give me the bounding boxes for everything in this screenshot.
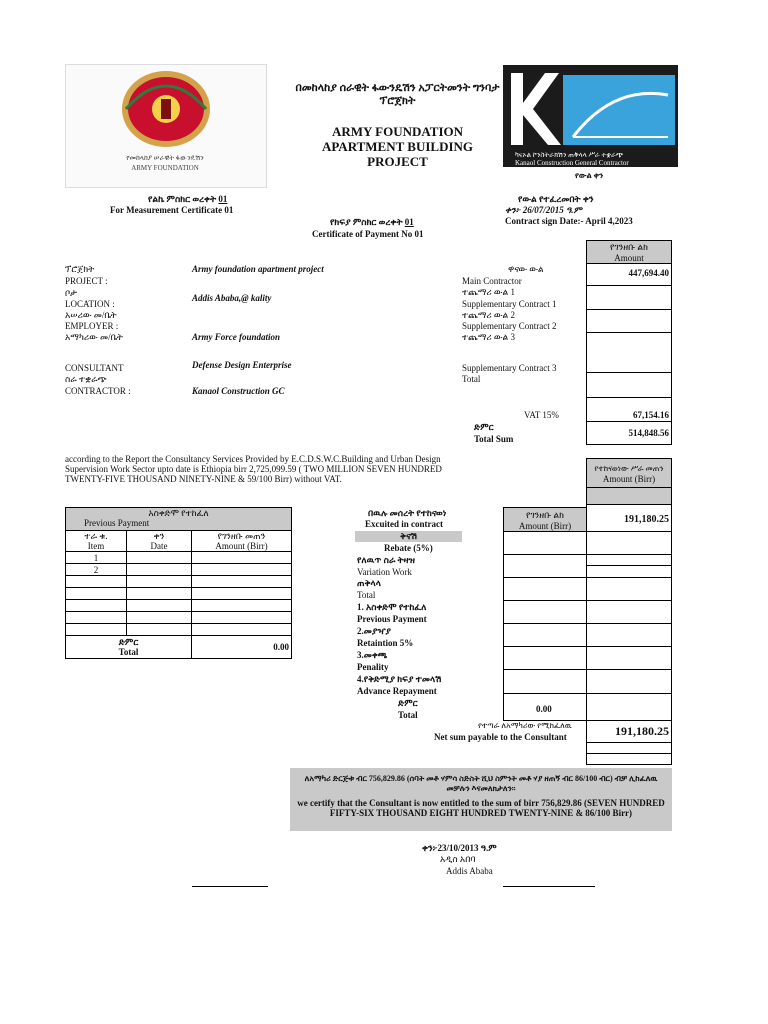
mid-cell (503, 669, 587, 694)
main-label: Main Contractor (462, 276, 522, 286)
right-logo-sub: የውል ቀን (575, 171, 604, 180)
total-sum-label: Total Sum (474, 434, 514, 444)
prev-total-label: Total (118, 647, 139, 657)
mid-amount-label: Amount (Birr) (518, 521, 572, 531)
amount-header: Amount (614, 253, 644, 263)
contract-date-amharic: የውል የተፈረመበት ቀን (518, 194, 594, 204)
row-date (127, 588, 192, 600)
net-value-cell (586, 720, 672, 743)
amount-header-am: የገንዘቡ ልክ (610, 242, 648, 252)
mid-cell (503, 531, 587, 555)
row-date (127, 552, 192, 564)
table-row (66, 624, 292, 636)
certify-english: we certify that the Consultant is now entitled to the sum of birr 756,829.86 (SEVEN HUNDRED FIFTY-SIX THOUSAND EIGHT HUNDRED TWENTY-NINE & 86/100 Birr) (297, 798, 665, 818)
row-item (66, 600, 127, 612)
right-cell (586, 577, 672, 601)
prev: Previous Payment (357, 614, 427, 624)
mid-cell (503, 623, 587, 647)
right-logo-caption: Kanaol Construction General Contractor (515, 159, 629, 167)
col-amount-am: የገንዘቡ መጠን (217, 531, 266, 541)
net: Net sum payable to the Consultant (434, 732, 567, 742)
consultant-label: CONSULTANT (65, 363, 124, 373)
signature-line-right (503, 886, 595, 887)
row-amount (192, 624, 292, 636)
row-amount (192, 552, 292, 564)
col-date-am: ቀን (153, 531, 165, 541)
left-logo-caption-amharic: የመከላከያ ሠራዊት ፋውንዴሽን (126, 154, 204, 162)
signature-line-left (192, 886, 268, 887)
row-date (127, 624, 192, 636)
total-sum-cell (586, 421, 672, 445)
table-row (66, 588, 292, 600)
row-date (127, 576, 192, 588)
row-item (66, 576, 127, 588)
row-amount (192, 576, 292, 588)
work-amount-am: የተከናወነው ሥራ መጠን (594, 464, 664, 473)
main-value: 447,694.40 (628, 268, 669, 278)
contract-date-en: Contract sign Date:- April 4,2023 (505, 216, 633, 226)
vat-label: VAT 15% (524, 410, 559, 420)
supp2-am: ተጨማሪ ውል 2 (462, 310, 516, 320)
project-value: Army foundation apartment project (192, 264, 324, 274)
title-line-2: APARTMENT BUILDING (321, 139, 474, 154)
total: Total (357, 590, 376, 600)
contracts-total-label: Total (462, 374, 481, 384)
previous-payment-header-label: Previous Payment (84, 518, 150, 528)
sum: Total (398, 710, 418, 720)
col-item-header (66, 531, 127, 552)
left-logo-caption: ARMY FOUNDATION (131, 164, 199, 172)
row-date (127, 600, 192, 612)
row-item: 2 (66, 564, 127, 576)
amount-header-cell (586, 240, 672, 264)
row-item (66, 612, 127, 624)
project-am: ፕሮጀክት (65, 264, 95, 274)
employer-label: EMPLOYER : (65, 321, 119, 331)
payment-en: Certificate of Payment No 01 (312, 229, 424, 239)
title-line-3: PROJECT (367, 154, 428, 169)
previous-payment-header-am: አስቀድሞ የተከፈለ (148, 508, 209, 518)
adv: Advance Repayment (357, 686, 437, 696)
location-value: Addis Ababa,@ kality (192, 293, 272, 303)
sum-value: 0.00 (536, 704, 552, 714)
row-item (66, 624, 127, 636)
net-am: የተጣራ ለአማካሪው የሚከፈለዉ (478, 721, 572, 730)
total-sum-am: ድምር (474, 422, 494, 432)
row-date (127, 564, 192, 576)
prev-am: 1. አስቀድሞ የተከፈለ (357, 602, 427, 612)
certify-box (290, 768, 672, 831)
supp2-value-cell (586, 309, 672, 333)
rebate: Rebate (5%) (384, 543, 433, 553)
contractor-label: CONTRACTOR : (65, 386, 131, 396)
amount-value: 191,180.25 (624, 514, 669, 525)
row-item: 1 (66, 552, 127, 564)
variation: Variation Work (357, 567, 412, 577)
col-date: Date (150, 541, 168, 551)
row-amount (192, 600, 292, 612)
total-am: ጠቅላላ (357, 578, 381, 588)
right-logo-caption-amharic: ካናኦል ኮንስትራክሽን ጠቅላላ ሥራ ተቋራጭ (515, 151, 624, 159)
rebate-am: ቅናሽ (355, 531, 462, 542)
excuited-am: በዉሉ መሰረት የተከናወነ (368, 508, 447, 518)
certify-amharic: ለአማካሪ ድርጅቱ ብር 756,829.86 (ሰባት መቶ ሃምሳ ስድስት ሺህ ስምንት መቶ ሃያ ዘጠኝ ብር 86/100 ብር) ብቻ ሊከፈለዉ መቻሉን እናመለክታለን፡፡ (304, 774, 658, 793)
sum-am: ድምር (398, 698, 418, 708)
contractor-value: Kanaol Construction GC (192, 386, 285, 396)
mid-cell (503, 600, 587, 624)
mid-cell (503, 646, 587, 670)
prev-total-label-cell (66, 636, 192, 659)
supp1-am: ተጨማሪ ውል 1 (462, 287, 516, 297)
supp3-label: Supplementary Contract 3 (462, 363, 557, 373)
mid-cell (503, 577, 587, 601)
ret: Retaintion 5% (357, 638, 414, 648)
vat-value-cell (586, 397, 672, 422)
location-am: ቦታ (65, 288, 77, 298)
adv-am: 4.የቅድሚያ ክፍያ ተመላሽ (357, 674, 442, 684)
col-item-am: ተራ ቁ. (84, 531, 108, 541)
footer-date: ቀን፦23/10/2013 ዓ.ም (422, 843, 497, 853)
pen-am: 3.መቀጫ (357, 650, 388, 660)
mid-amount-header (503, 507, 587, 532)
title-line-1: ARMY FOUNDATION (331, 124, 464, 139)
location-label: LOCATION : (65, 299, 115, 309)
right-cell (586, 669, 672, 694)
table-row (66, 612, 292, 624)
payment-amharic: የክፍያ ምስክር ወረቀት 01 (330, 217, 414, 227)
table-row (66, 576, 292, 588)
total-value-cell (586, 372, 672, 398)
consultant-value: Defense Design Enterprise (192, 360, 292, 370)
work-amount-label: Amount (Birr) (602, 474, 656, 484)
excuited: Excuited in contract (365, 519, 443, 529)
right-cell (586, 753, 672, 765)
supp1-label: Supplementary Contract 1 (462, 299, 557, 309)
prev-total-am: ድምር (118, 637, 139, 647)
col-amount: Amount (Birr) (215, 541, 268, 551)
employer-value: Army Force foundation (192, 332, 281, 342)
measure-amharic: የልኬ ምስክር ወረቀት 01 (148, 194, 228, 204)
previous-payment-header (66, 508, 292, 531)
contractor-am: ስራ ተቋራጭ (65, 374, 107, 384)
ret-am: 2.መያዣያ (357, 626, 391, 636)
right-cell (586, 693, 672, 721)
row-date (127, 612, 192, 624)
pen: Penality (357, 662, 389, 672)
supp3-value-cell (586, 332, 672, 373)
employer-am: አማካሪው መ/ቤት (65, 332, 123, 342)
table-row (66, 600, 292, 612)
row-amount (192, 588, 292, 600)
mid-amount-am: የገንዘቡ ልክ (526, 510, 564, 520)
measure-en: For Measurement Certificate 01 (110, 205, 234, 215)
project-label: PROJECT : (65, 276, 108, 286)
prev-total-value: 0.00 (192, 636, 292, 659)
main-am: ዋናው ውል (508, 264, 544, 274)
col-amount-header (192, 531, 292, 552)
footer-city: Addis Ababa (446, 866, 493, 876)
row-amount (192, 564, 292, 576)
supp2-label: Supplementary Contract 2 (462, 321, 557, 331)
location-am-2: አሠሪው መ/ቤት (65, 310, 117, 320)
col-item: Item (87, 541, 105, 551)
col-date-header (127, 531, 192, 552)
right-cell (586, 646, 672, 670)
right-cell (586, 623, 672, 647)
right-cell (586, 600, 672, 624)
sum-value-cell (503, 693, 587, 721)
variation-am: የለዉጥ ስራ ትዛዝ (357, 555, 416, 565)
contract-date-eth: ቀን፦ 26/07/2015 ዓ.ም (505, 205, 582, 215)
amount-value-cell (586, 504, 672, 532)
row-amount (192, 612, 292, 624)
previous-payment-table (65, 507, 292, 659)
net-value: 191,180.25 (615, 724, 669, 738)
table-row (66, 552, 292, 564)
work-amount-header (586, 458, 672, 488)
total-sum-value: 514,848.56 (628, 428, 669, 438)
footer-city-am: አዲስ አበባ (440, 854, 476, 864)
title-amharic: በመከላከያ ሰራዊት ፋውንዴሽን አፓርትመንት ግንባታ ፕሮጀክት (295, 82, 500, 107)
mid-cell (503, 554, 587, 578)
supp3-am: ተጨማሪ ውል 3 (462, 332, 516, 342)
table-row (66, 564, 292, 576)
vat-value: 67,154.16 (633, 410, 669, 420)
right-cell (586, 531, 672, 555)
main-value-cell (586, 263, 672, 286)
work-amount-empty (586, 487, 672, 505)
report-text: according to the Report the Consultancy Services Provided by E.C.D.S.W.C.Building and Urban Design Supervision Work Sector upto date is Ethiopia birr 2,725,099.59 ( TWO MILLION SEVEN HUNDRED TWENTY-FIVE THOUSAND NINETY-NINE & 59/100 Birr) without VAT. (65, 454, 442, 484)
row-item (66, 588, 127, 600)
supp1-value-cell (586, 285, 672, 310)
